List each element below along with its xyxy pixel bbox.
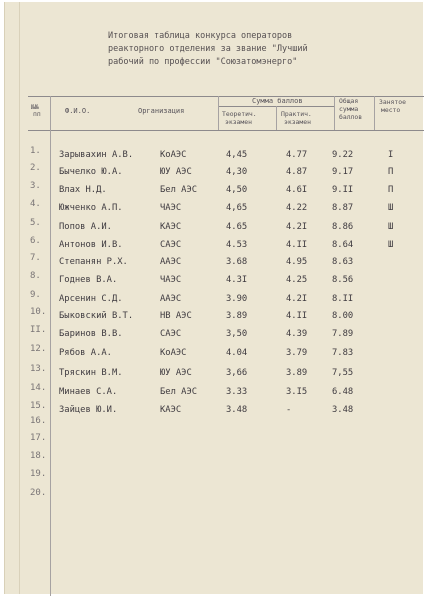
column-divider-theory bbox=[276, 106, 277, 130]
row-full-name: Бычелко Ю.А. bbox=[59, 167, 123, 177]
row-organization: КоАЭС bbox=[160, 150, 187, 160]
header-top-rule bbox=[28, 96, 424, 97]
header-practice-line-1: Практич. bbox=[281, 110, 312, 118]
row-organization: ААЭС bbox=[160, 294, 182, 304]
row-practice-score: 4.II bbox=[286, 240, 308, 250]
row-total-score: 9.II bbox=[332, 185, 354, 195]
row-number: 9. bbox=[30, 290, 41, 300]
row-theory-score: 3.89 bbox=[226, 311, 248, 321]
row-full-name: Зарывахин А.В. bbox=[59, 150, 134, 160]
row-number: 6. bbox=[30, 236, 41, 246]
row-number: 17. bbox=[30, 433, 47, 443]
row-number: II. bbox=[30, 325, 47, 335]
row-full-name: Баринов В.В. bbox=[59, 329, 123, 339]
row-place: Ш bbox=[388, 222, 394, 232]
row-number: 8. bbox=[30, 271, 41, 281]
row-full-name: Минаев С.А. bbox=[59, 387, 118, 397]
row-number: 4. bbox=[30, 199, 41, 209]
row-practice-score: 4.25 bbox=[286, 275, 308, 285]
row-theory-score: 3.48 bbox=[226, 405, 248, 415]
row-practice-score: 3.89 bbox=[286, 368, 308, 378]
row-organization: ЮУ АЭС bbox=[160, 167, 192, 177]
row-practice-score: 3.79 bbox=[286, 348, 308, 358]
row-theory-score: 4.53 bbox=[226, 240, 248, 250]
row-full-name: Попов А.И. bbox=[59, 222, 112, 232]
row-theory-score: 4.65 bbox=[226, 222, 248, 232]
row-number: 2. bbox=[30, 163, 41, 173]
header-scores-group: Сумма баллов bbox=[252, 97, 303, 105]
row-full-name: Южченко А.П. bbox=[59, 203, 123, 213]
row-place: П bbox=[388, 185, 394, 195]
header-place-line-2: место bbox=[381, 106, 401, 114]
row-organization: Бел АЭС bbox=[160, 185, 198, 195]
row-organization: Бел АЭС bbox=[160, 387, 198, 397]
row-total-score: 8.II bbox=[332, 294, 354, 304]
column-divider-practice bbox=[334, 96, 335, 130]
row-place: Ш bbox=[388, 203, 394, 213]
row-theory-score: 3.68 bbox=[226, 257, 248, 267]
row-number: 12. bbox=[30, 344, 47, 354]
column-divider-number bbox=[50, 96, 51, 596]
row-total-score: 8.86 bbox=[332, 222, 354, 232]
row-theory-score: 4.04 bbox=[226, 348, 248, 358]
header-practice-line-2: экзамен bbox=[284, 118, 311, 126]
row-total-score: 7.83 bbox=[332, 348, 354, 358]
row-number: 19. bbox=[30, 469, 47, 479]
row-number: 7. bbox=[30, 253, 41, 263]
row-practice-score: 4.II bbox=[286, 311, 308, 321]
row-total-score: 8.87 bbox=[332, 203, 354, 213]
row-full-name: Степанян Р.Х. bbox=[59, 257, 128, 267]
row-total-score: 8.63 bbox=[332, 257, 354, 267]
header-theory-line-2: экзамен bbox=[225, 118, 252, 126]
row-number: 16. bbox=[30, 416, 47, 426]
row-number: 13. bbox=[30, 364, 47, 374]
header-bottom-rule bbox=[28, 130, 424, 131]
row-total-score: 7,55 bbox=[332, 368, 354, 378]
row-practice-score: 4.2I bbox=[286, 222, 308, 232]
row-full-name: Антонов И.В. bbox=[59, 240, 123, 250]
row-theory-score: 4.3I bbox=[226, 275, 248, 285]
row-number: 3. bbox=[30, 181, 41, 191]
row-theory-score: 4,30 bbox=[226, 167, 248, 177]
row-total-score: 6.48 bbox=[332, 387, 354, 397]
row-organization: ЧАЭС bbox=[160, 203, 182, 213]
row-full-name: Рябов А.А. bbox=[59, 348, 112, 358]
row-full-name: Тряскин В.М. bbox=[59, 368, 123, 378]
row-total-score: 8.56 bbox=[332, 275, 354, 285]
row-theory-score: 3.33 bbox=[226, 387, 248, 397]
header-number-line-2: пп bbox=[33, 110, 41, 118]
header-theory-line-1: Теоретич. bbox=[222, 110, 257, 118]
header-number-line-1: №№ bbox=[31, 103, 39, 111]
row-organization: САЭС bbox=[160, 240, 182, 250]
row-number: 15. bbox=[30, 401, 47, 411]
row-organization: КАЭС bbox=[160, 222, 182, 232]
row-practice-score: 4.87 bbox=[286, 167, 308, 177]
row-theory-score: 4,50 bbox=[226, 185, 248, 195]
row-full-name: Арсенин С.Д. bbox=[59, 294, 123, 304]
row-organization: ЧАЭС bbox=[160, 275, 182, 285]
row-organization: САЭС bbox=[160, 329, 182, 339]
row-number: 10. bbox=[30, 307, 47, 317]
row-organization: НВ АЭС bbox=[160, 311, 192, 321]
row-full-name: Быковский В.Т. bbox=[59, 311, 134, 321]
title-line-2: реакторного отделения за звание "Лучший bbox=[108, 44, 308, 54]
row-place: I bbox=[388, 150, 394, 160]
row-practice-score: 4.77 bbox=[286, 150, 308, 160]
row-organization: ЮУ АЭС bbox=[160, 368, 192, 378]
row-total-score: 8.00 bbox=[332, 311, 354, 321]
title-line-3: рабочий по профессии "Союзатомэнерго" bbox=[108, 57, 298, 67]
row-theory-score: 3.90 bbox=[226, 294, 248, 304]
row-place: П bbox=[388, 167, 394, 177]
row-organization: КАЭС bbox=[160, 405, 182, 415]
row-organization: ААЭС bbox=[160, 257, 182, 267]
row-total-score: 7.89 bbox=[332, 329, 354, 339]
row-full-name: Зайцев Ю.И. bbox=[59, 405, 118, 415]
row-practice-score: 4.2I bbox=[286, 294, 308, 304]
row-practice-score: 4.95 bbox=[286, 257, 308, 267]
row-practice-score: 3.I5 bbox=[286, 387, 308, 397]
header-name: Ф.И.О. bbox=[65, 107, 91, 115]
row-practice-score: 4.6I bbox=[286, 185, 308, 195]
title-line-1: Итоговая таблица конкурса операторов bbox=[108, 31, 293, 41]
row-practice-score: - bbox=[286, 405, 292, 415]
row-number: 18. bbox=[30, 451, 47, 461]
row-theory-score: 4,45 bbox=[226, 150, 248, 160]
header-total-line-3: баллов bbox=[339, 113, 363, 121]
row-number: 1. bbox=[30, 146, 41, 156]
row-total-score: 8.64 bbox=[332, 240, 354, 250]
row-practice-score: 4.22 bbox=[286, 203, 308, 213]
paper-fold-line bbox=[19, 2, 20, 594]
header-place-line-1: Занятое bbox=[379, 98, 406, 106]
column-divider-organization bbox=[218, 96, 219, 130]
document-title bbox=[108, 30, 368, 69]
row-organization: КоАЭС bbox=[160, 348, 187, 358]
header-total-line-1: Общая bbox=[339, 97, 359, 105]
row-number: 14. bbox=[30, 383, 47, 393]
row-total-score: 9.17 bbox=[332, 167, 354, 177]
row-full-name: Влах Н.Д. bbox=[59, 185, 107, 195]
row-total-score: 3.48 bbox=[332, 405, 354, 415]
row-number: 20. bbox=[30, 488, 47, 498]
row-theory-score: 3,66 bbox=[226, 368, 248, 378]
header-organization: Организация bbox=[138, 107, 185, 115]
row-full-name: Годнев В.А. bbox=[59, 275, 118, 285]
row-practice-score: 4.39 bbox=[286, 329, 308, 339]
row-total-score: 9.22 bbox=[332, 150, 354, 160]
row-place: Ш bbox=[388, 240, 394, 250]
row-theory-score: 4,65 bbox=[226, 203, 248, 213]
row-number: 5. bbox=[30, 218, 41, 228]
row-theory-score: 3,50 bbox=[226, 329, 248, 339]
column-divider-total bbox=[374, 96, 375, 130]
header-total-line-2: сумма bbox=[339, 105, 359, 113]
